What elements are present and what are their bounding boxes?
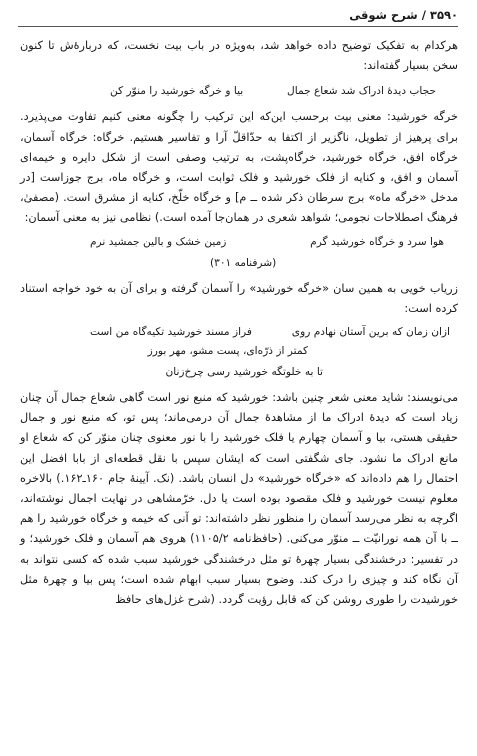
verse-hemistich-right: ازان زمان که بر‌ین آستان نهادم روی bbox=[291, 326, 450, 339]
verse-hafez-1 bbox=[110, 82, 436, 101]
page-header: ۳۵۹۰ / شرح شوقی bbox=[349, 8, 458, 22]
header-divider bbox=[18, 26, 458, 27]
verse-line-a: کمتر از ذرّه‌ای، پست مشو، مهر بورز bbox=[147, 345, 308, 358]
paragraph-zaryab: زریاب خویی به همین سان «خرگه خورشید» را آسمان گرفته و برای آن به خود خواجه استناد کرده است: bbox=[20, 281, 458, 315]
verse-nezami bbox=[90, 233, 444, 252]
verse-hemistich-right: هوا سرد و خرگاه خورشید گرم bbox=[310, 235, 444, 248]
paragraph-intro: هرکدام به تفکیک توضیح داده خواهد شد، به‌ویژه در باب بیت نخست، که دربارهٔ‌ش تا کنون سخن بسیار گفته‌اند: bbox=[20, 39, 458, 73]
verse-hafez-2 bbox=[90, 323, 450, 342]
page-body bbox=[20, 36, 458, 610]
verse-hemistich-right: حجاب دیدهٔ ادراک شد شعاع جمال bbox=[287, 85, 436, 98]
verse-reference: (شرفنامه ۳۰۱) bbox=[210, 256, 277, 269]
verse-hemistich-left: فراز مسند خورشید تکیه‌گاه من است bbox=[90, 326, 252, 339]
verse-hemistich-left: بیا و خرگه خورشید را منوّر کن bbox=[110, 85, 244, 98]
paragraph-commentary: می‌نویسند: شاید معنی شعر چنین باشد: خورشید که منبع نور است گاهی شعاع جمال آن چنان زیاد است که دیدهٔ ادراک ما از مشاهدهٔ جمال آن درمی‌ماند؛ پس تو، که منبع نور و جمال حقیقی هستی، بیا و آسمان چهارم یا فلک خورشید را با نور معنوی چنان منوّر کن که شعاع او مانع ادراک ما نشود. جای شگفتی است که ایشان سپس با نقل قطعه‌ای از بابا افضل این احتمال را هم داده‌اند که «خرگاه خورشید» دل انسان باشد. (نک. آیینهٔ جام ۱۶۰ـ۱۶۲.) بالاخره معلوم نیست خورشید و فلک مقصود بوده است یا دل. خرّمشاهی در نهایت اجمال نوشته‌اند، اگرچه به نظر می‌رسد آسمان را منظور نظر داشته‌اند: تو آنی که خیمه و خرگاه خورشید را هم ــ با آن همه نورانیّت ــ منوّر می‌کنی. (حافظ‌نامه ۱۱۰۵/۲) هروی هم آسمان و فلک خورشید؛ و در تفسیر: درخشندگی بسیار چهرهٔ تو مثل درخشندگی خورشید سبب شده که کسی نتواند به آن نگاه کند و چیزی را درک کند. وضوح بسیار سبب ابهام شده است؛ پس بیا و چهرهٔ مثل خورشیدت را طوری روشن کن که قابل رؤیت گردد. (شرح غزل‌های حافظ bbox=[20, 391, 458, 607]
verse-line-b: تا به خلوتگه خورشید رسی چرخ‌زنان bbox=[165, 366, 323, 379]
verse-hemistich-left: زمین خشک و بالین جمشید نرم bbox=[90, 235, 227, 248]
paragraph-khargah: خرگه خورشید: معنی بیت برحسب این‌که این ترکیب را چگونه معنی کنیم تفاوت می‌پذیرد. برای پرهیز از تطویل، ناگزیر از اکتفا به حدّاقلّ آرا و تفاسیر هستیم. خرگاه: خرگاه آسمان، خرگاه افق، خرگاه خورشید، خرگاه‌پشت، به ترتیب وصفی است از شکل دایره و خیمه‌ای آسمان و افق، و کنایه از فلک خورشید و فلک ثوابت است، و خرگاه ماه، برج جوزاست [در مدخل «خرگه ماه» برج سرطان ذکر شده ــ م] و خرگاه خلّخ، کنایه از مشرق است. (مصفیٰ، فرهنگ اصطلاحات نجومی؛ شواهد شعری در همان‌جا آمده است.) نظامی نیز به معنی آسمان: bbox=[20, 110, 458, 225]
